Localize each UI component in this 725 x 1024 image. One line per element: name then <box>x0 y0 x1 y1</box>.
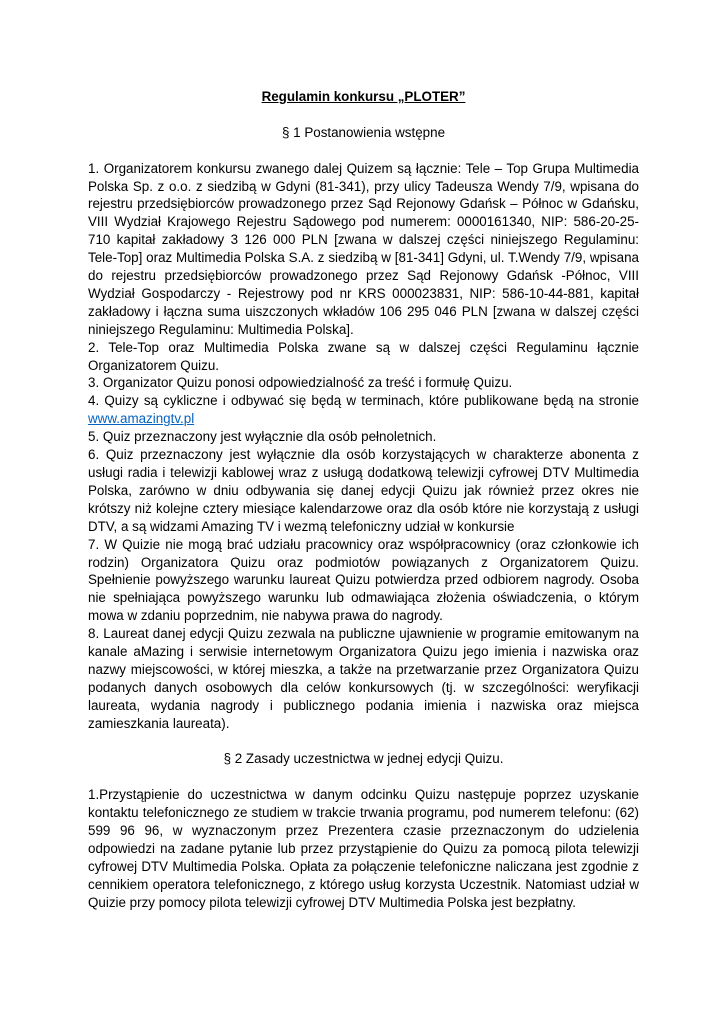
section-2-point-1: 1.Przystąpienie do uczestnictwa w danym odcinku Quizu następuje poprzez uzyskanie kontaktu telefonicznego ze studiem w trakcie trwania programu, pod numerem telefonu: (62) 599 96 96, w wyznaczonym przez Prezentera czasie przeznaczonym do udzielenia odpowiedzi na zadane pytanie lub przez przystąpienie do Quizu za pomocą pilota telewizji cyfrowej DTV Multimedia Polska. Opłata za połączenie telefoniczne naliczana jest zgodnie z cennikiem operatora telefonicznego, z którego usług korzysta Uczestnik. Natomiast udział w Quizie przy pomocy pilota telewizji cyfrowej DTV Multimedia Polska jest bezpłatny. <box>88 787 639 910</box>
section-1-heading: § 1 Postanowienia wstępne <box>281 124 446 140</box>
spacer <box>88 106 639 124</box>
spacer <box>88 142 639 160</box>
section-1-point-5: 5. Quiz przeznaczony jest wyłącznie dla osób pełnoletnich. <box>88 429 437 445</box>
section-1-point-8: 8. Laureat danej edycji Quizu zezwala na publiczne ujawnienie w programie emitowanym na kanale aMazing i serwisie internetowym Organizatora Quizu jego imienia i nazwiska oraz nazwy miejscowości, w której mieszka, a także na przetwarzanie przez Organizatora Quizu podanych danych osobowych dla celów konkursowych (tj. w szczególności: weryfikacji laureata, wydania nagrody i publicznego podania imienia i nazwiska oraz miejsca zamieszkania laureata). <box>88 626 639 731</box>
spacer <box>88 733 639 751</box>
section-1-point-6: 6. Quiz przeznaczony jest wyłącznie dla osób korzystających w charakterze abonenta z usługi radia i telewizji kablowej wraz z usługą dodatkową telewizji cyfrowej DTV Multimedia Polska, zarówno w dniu odbywania się danej edycji Quizu jak również przez okres nie krótszy niż kolejne cztery miesiące kalendarzowe oraz dla osób które nie korzystają z usługi DTV, a są widzami Amazing TV i wezmą telefoniczny udział w konkursie <box>88 447 639 534</box>
spacer <box>88 768 639 786</box>
section-1-point-3: 3. Organizator Quizu ponosi odpowiedzialność za treść i formułę Quizu. <box>88 375 513 391</box>
amazingtv-link[interactable]: www.amazingtv.pl <box>88 411 195 427</box>
document-title: Regulamin konkursu „PLOTER” <box>261 89 466 104</box>
section-1-point-4-text: 4. Quizy są cykliczne i odbywać się będą w terminach, które publikowane będą na stronie <box>88 393 639 409</box>
section-1-point-7: 7. W Quizie nie mogą brać udziału pracownicy oraz współpracownicy (oraz członkowie ich rodzin) Organizatora Quizu oraz podmiotów powiązanych z Organizatorem Quizu. Spełnienie powyższego warunku laureat Quizu potwierdza przed odbiorem nagrody. Osoba nie spełniająca powyższego warunku lub odmawiająca złożenia oświadczenia, o którym mowa w zdaniu poprzednim, nie nabywa prawa do nagrody. <box>88 536 639 624</box>
section-1-point-2: 2. Tele-Top oraz Multimedia Polska zwane są w dalszej części Regulaminu łącznie Organizatorem Quizu. <box>88 339 639 373</box>
section-1-point-1: 1. Organizatorem konkursu zwanego dalej Quizem są łącznie: Tele – Top Grupa Multimedia Polska Sp. z o.o. z siedzibą w Gdyni (81-341), przy ulicy Tadeusza Wendy 7/9, wpisana do rejestru przedsiębiorców prowadzonego przez Sąd Rejonowy Gdańsk – Północ w Gdańsku, VIII Wydział Krajowego Rejestru Sądowego pod numerem: 0000161340, NIP: 586-20-25-710 kapitał zakładowy 3 126 000 PLN [zwana w dalszej części niniejszego Regulaminu: Tele-Top] oraz Multimedia Polska S.A. z siedzibą w [81-341] Gdyni, ul. T.Wendy 7/9, wpisana do rejestru przedsiębiorców prowadzonego przez Sąd Rejonowy Gdańsk -Północ, VIII Wydział Gospodarczy - Rejestrowy pod nr KRS 000023831, NIP: 586-10-44-881, kapitał zakładowy i łączna suma uiszczonych wkładów 106 295 046 PLN [zwana w dalszej części niniejszego Regulaminu: Multimedia Polska]. <box>88 160 639 337</box>
section-2-heading: § 2 Zasady uczestnictwa w jednej edycji Quizu. <box>223 751 504 767</box>
section-1-point-4 <box>88 392 639 428</box>
document-page <box>88 88 639 912</box>
